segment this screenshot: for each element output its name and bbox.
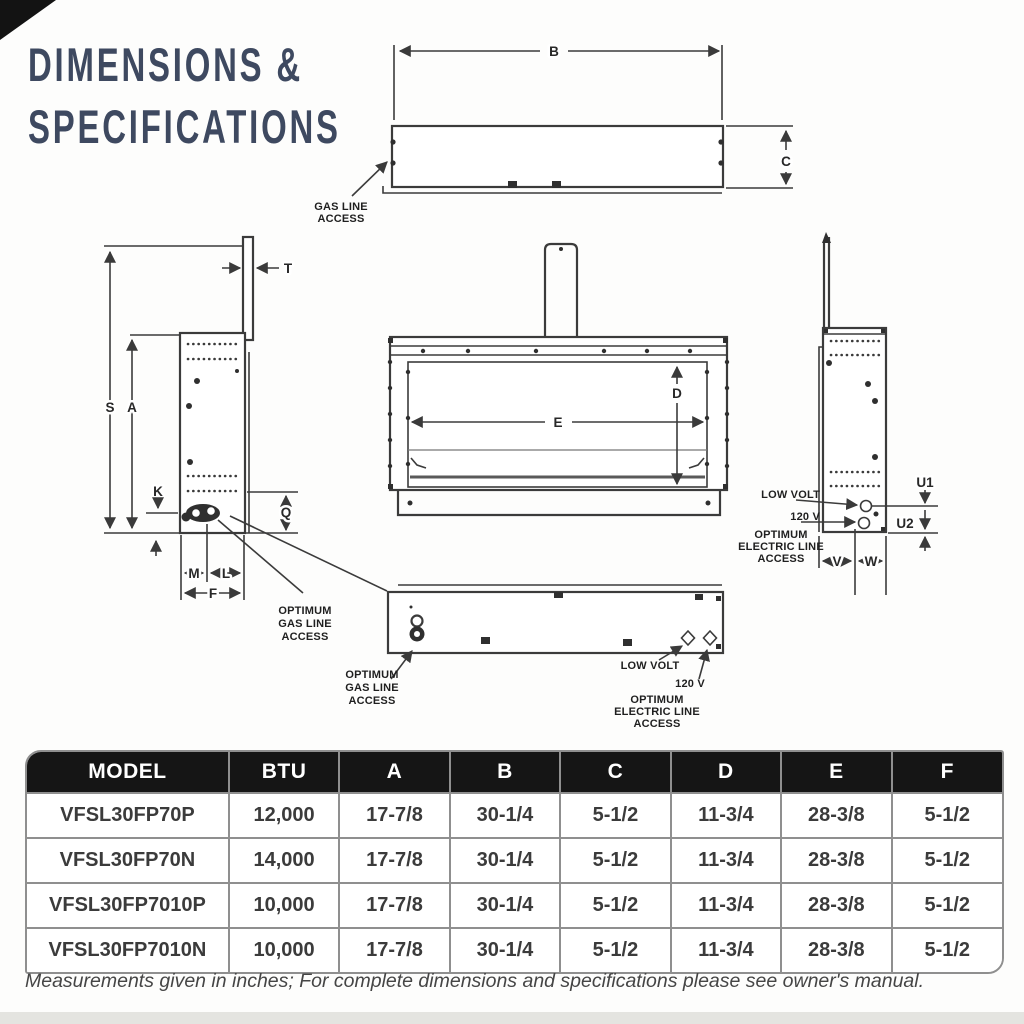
table-cell: 5-1/2: [561, 794, 671, 839]
table-cell: 5-1/2: [893, 884, 1002, 929]
title-line-1: DIMENSIONS &: [28, 38, 303, 91]
svg-text:ACCESS: ACCESS: [348, 695, 396, 707]
table-cell: 10,000: [230, 884, 340, 929]
dim-label-q: Q: [280, 505, 292, 520]
table-cell: 28-3/8: [782, 794, 892, 839]
column-header: E: [782, 752, 892, 794]
column-header: B: [451, 752, 561, 794]
svg-text:GAS LINE: GAS LINE: [278, 618, 332, 630]
table-cell: 30-1/4: [451, 839, 561, 884]
table-cell: 5-1/2: [893, 794, 1002, 839]
column-header: A: [340, 752, 450, 794]
table-row: [27, 884, 1002, 929]
dim-label-t: T: [283, 261, 293, 276]
table-cell: 17-7/8: [340, 884, 450, 929]
table-cell: 30-1/4: [451, 884, 561, 929]
120v-label: 120 V: [675, 678, 705, 690]
gas-line-access-label: ACCESS: [317, 213, 365, 225]
table-cell: 11-3/4: [672, 794, 782, 839]
table-cell: 17-7/8: [340, 929, 450, 972]
footnote: Measurements given in inches; For complete dimensions and specifications please see owner's manual.: [25, 970, 925, 992]
dim-label-e: E: [553, 415, 563, 430]
svg-text:ELECTRIC LINE: ELECTRIC LINE: [614, 706, 700, 718]
column-header: C: [561, 752, 671, 794]
table-header-row: [27, 752, 1002, 794]
bottom-view: [345, 585, 723, 730]
svg-text:ACCESS: ACCESS: [757, 553, 805, 565]
gas-line-access-label: GAS LINE: [314, 201, 368, 213]
table-row: [27, 839, 1002, 884]
spec-table-wrap: [25, 750, 1004, 974]
svg-text:OPTIMUM: OPTIMUM: [278, 605, 332, 617]
spec-table-body: [27, 794, 1002, 972]
table-cell: 11-3/4: [672, 839, 782, 884]
table-cell: VFSL30FP7010N: [27, 929, 230, 972]
svg-text:OPTIMUM: OPTIMUM: [754, 529, 808, 541]
table-row: [27, 794, 1002, 839]
optimum-gas-line-access-label: [345, 669, 399, 707]
table-cell: 30-1/4: [451, 794, 561, 839]
table-cell: 17-7/8: [340, 794, 450, 839]
table-cell: 28-3/8: [782, 929, 892, 972]
table-cell: 12,000: [230, 794, 340, 839]
dim-label-f: F: [208, 586, 218, 601]
table-cell: 5-1/2: [561, 839, 671, 884]
right-side-view: [738, 232, 938, 595]
svg-text:ACCESS: ACCESS: [281, 631, 329, 643]
svg-text:ELECTRIC LINE: ELECTRIC LINE: [738, 541, 824, 553]
dim-label-u2: U2: [896, 516, 914, 531]
120v-label: 120 V: [790, 511, 820, 523]
top-view: [314, 44, 793, 225]
table-cell: 17-7/8: [340, 839, 450, 884]
table-cell: 28-3/8: [782, 839, 892, 884]
table-cell: VFSL30FP7010P: [27, 884, 230, 929]
dim-label-b: B: [549, 44, 559, 59]
optimum-electric-line-access-label: [738, 529, 824, 565]
column-header: MODEL: [27, 752, 230, 794]
table-cell: 11-3/4: [672, 884, 782, 929]
table-cell: VFSL30FP70N: [27, 839, 230, 884]
dim-label-l: L: [221, 566, 231, 581]
table-cell: 5-1/2: [893, 839, 1002, 884]
column-header: D: [672, 752, 782, 794]
dim-label-v: V: [832, 554, 842, 569]
svg-text:GAS LINE: GAS LINE: [345, 682, 399, 694]
front-view: [388, 244, 729, 515]
dim-label-d: D: [672, 386, 682, 401]
table-cell: 14,000: [230, 839, 340, 884]
svg-text:OPTIMUM: OPTIMUM: [345, 669, 399, 681]
column-header: BTU: [230, 752, 340, 794]
table-cell: 11-3/4: [672, 929, 782, 972]
low-volt-label: LOW VOLT: [761, 489, 820, 501]
left-side-view: [104, 237, 387, 643]
table-cell: 5-1/2: [893, 929, 1002, 972]
svg-text:ACCESS: ACCESS: [633, 718, 681, 730]
spec-table: [27, 752, 1002, 972]
table-cell: 30-1/4: [451, 929, 561, 972]
table-cell: VFSL30FP70P: [27, 794, 230, 839]
table-cell: 10,000: [230, 929, 340, 972]
column-header: F: [893, 752, 1002, 794]
optimum-gas-line-access-label: [278, 605, 332, 643]
table-cell: 28-3/8: [782, 884, 892, 929]
low-volt-label: LOW VOLT: [620, 660, 680, 672]
table-cell: 5-1/2: [561, 929, 671, 972]
table-cell: 5-1/2: [561, 884, 671, 929]
table-row: [27, 929, 1002, 972]
dim-label-k: K: [153, 484, 163, 499]
dim-label-u1: U1: [916, 475, 934, 490]
dim-label-w: W: [864, 554, 878, 569]
bottom-strip: [0, 1012, 1024, 1024]
dim-label-c: C: [781, 154, 791, 169]
svg-text:OPTIMUM: OPTIMUM: [630, 694, 684, 706]
title-line-2: SPECIFICATIONS: [28, 100, 341, 153]
dim-label-m: M: [188, 566, 200, 581]
optimum-electric-line-access-label: [614, 694, 700, 730]
dim-label-s: S: [105, 400, 115, 415]
dim-label-a: A: [127, 400, 137, 415]
